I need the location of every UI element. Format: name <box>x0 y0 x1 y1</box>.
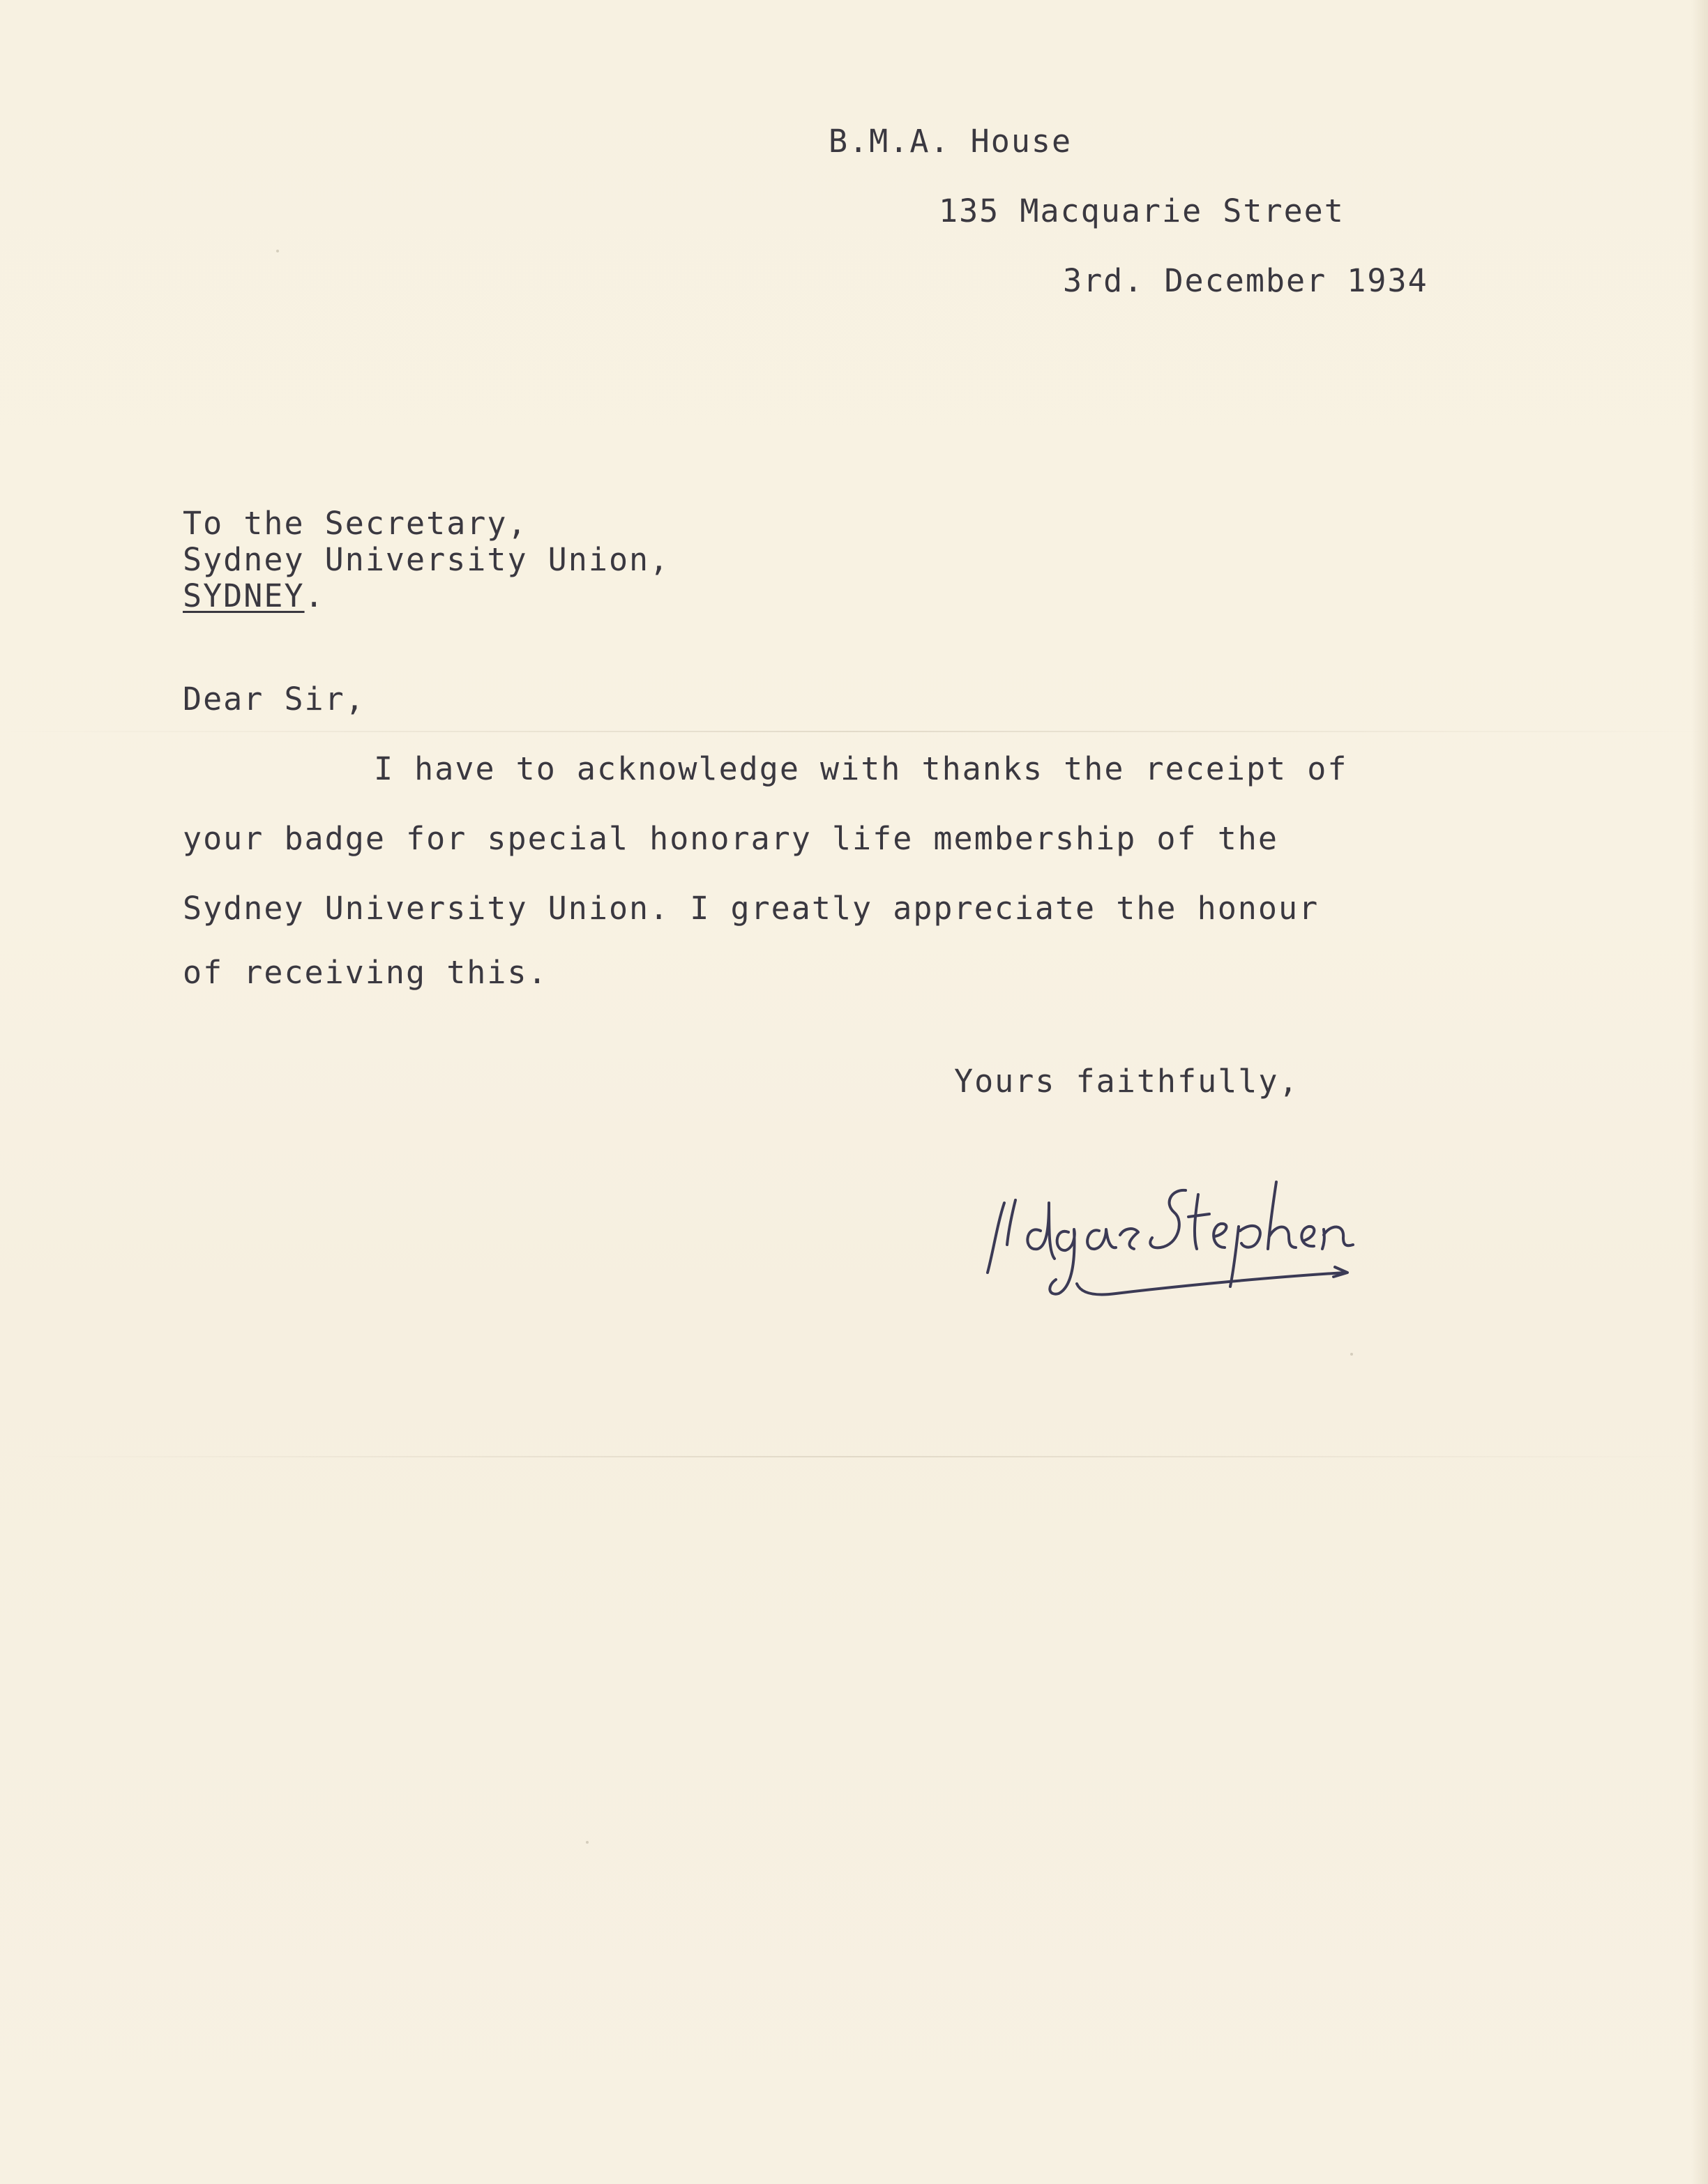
address-line-1: B.M.A. House <box>829 123 1073 160</box>
letter-date: 3rd. December 1934 <box>1063 262 1428 299</box>
paper-speck <box>586 1841 589 1844</box>
body-line: your badge for special honorary life membership of the <box>183 820 1278 857</box>
salutation: Dear Sir, <box>183 681 365 718</box>
recipient-city: SYDNEY <box>183 577 305 614</box>
body-line: of receiving this. <box>183 954 548 991</box>
closing: Yours faithfully, <box>954 1063 1299 1100</box>
paper-speck <box>276 250 279 252</box>
fold-line <box>0 731 1708 732</box>
recipient-line-2: Sydney University Union, <box>183 541 670 578</box>
fold-line <box>0 1456 1708 1457</box>
handwritten-signature <box>976 1154 1395 1314</box>
recipient-city-line <box>183 577 325 614</box>
recipient-city-punct: . <box>304 577 325 614</box>
address-line-2: 135 Macquarie Street <box>939 192 1345 229</box>
page-edge <box>1691 0 1708 2184</box>
paper-speck <box>1350 1353 1353 1356</box>
body-line: I have to acknowledge with thanks the receipt of <box>374 750 1348 787</box>
recipient-line-1: To the Secretary, <box>183 505 528 542</box>
body-line: Sydney University Union. I greatly appreciate the honour <box>183 890 1320 927</box>
